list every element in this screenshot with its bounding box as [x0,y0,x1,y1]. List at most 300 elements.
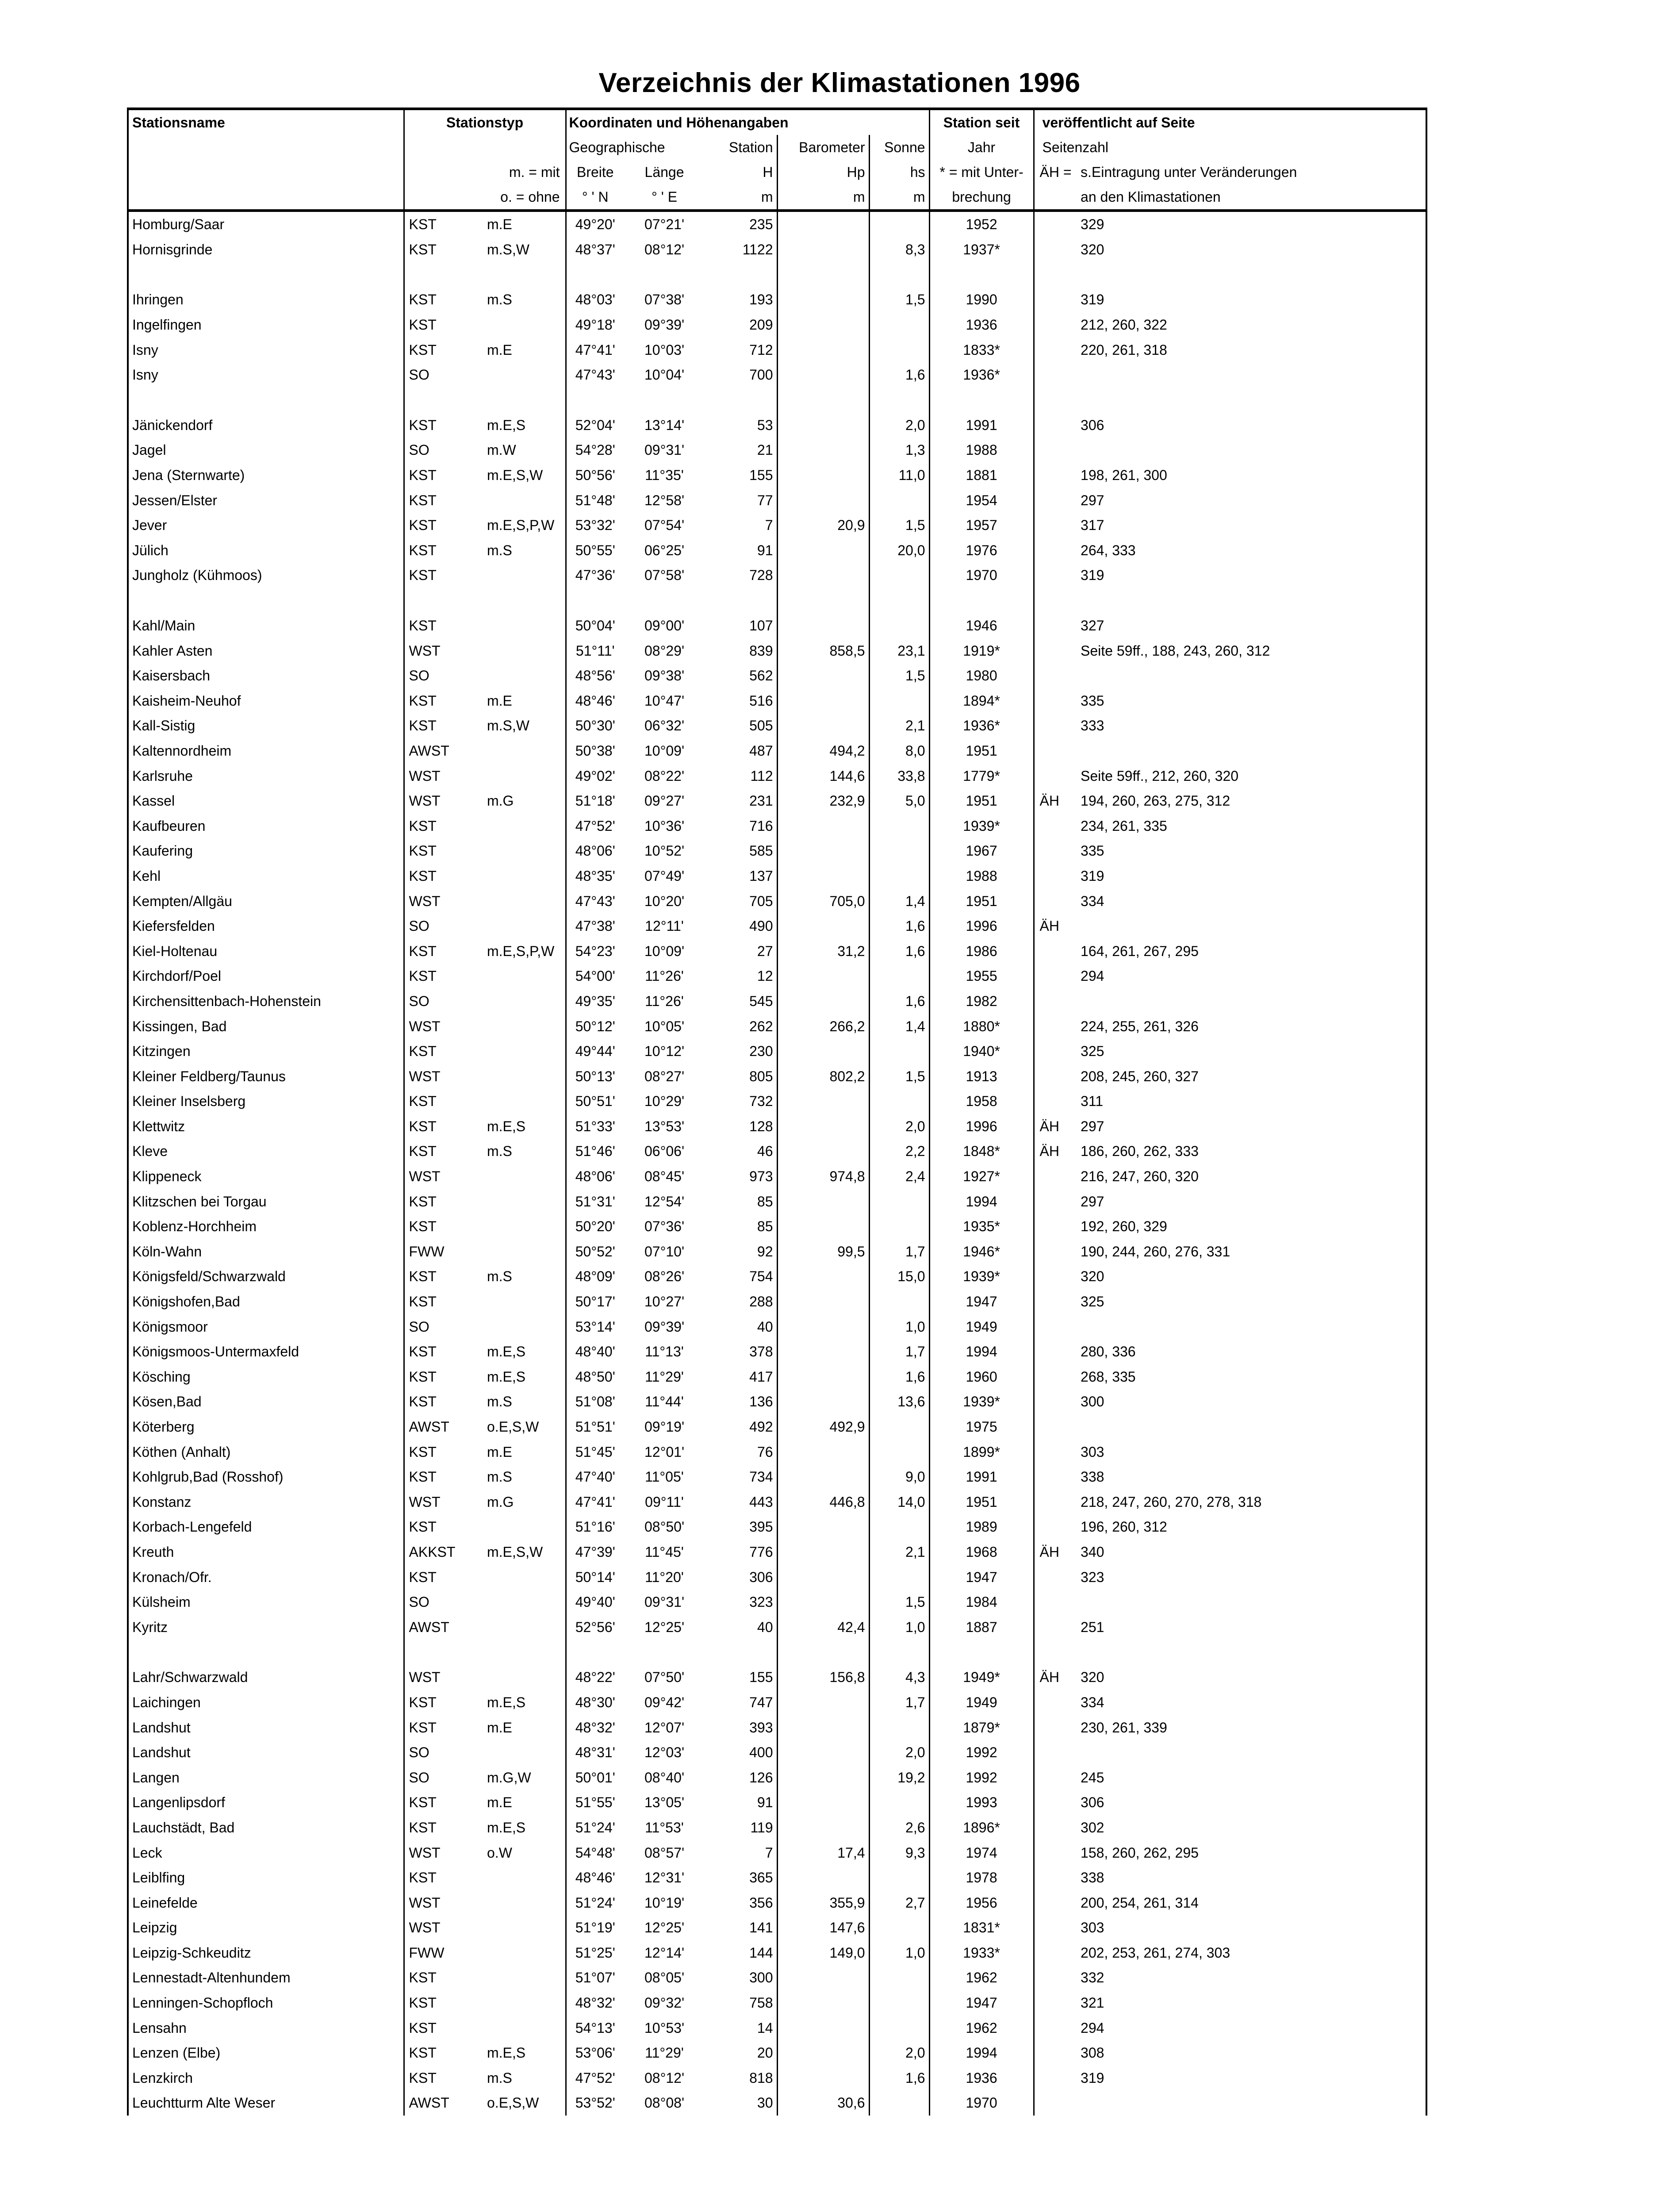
cell-measurement-flags [483,488,566,513]
cell-change-note [1034,813,1073,838]
cell-latitude: 48°32' [575,1995,615,2011]
cell-publication-pages [1073,663,1426,688]
cell-station-height: 40 [705,1314,777,1339]
cell-sun-height [869,964,929,989]
cell-station-name: Kösen,Bad [128,1389,404,1414]
cell-publication-pages: 280, 336 [1073,1339,1426,1364]
cell-publication-pages: 297 [1073,1114,1426,1139]
cell-measurement-flags: m.E [483,688,566,714]
cell-change-note [1034,663,1073,688]
cell-barometer-height [777,1339,869,1364]
table-row [128,1540,1426,1565]
cell-sun-height [869,1640,929,1665]
cell-sun-height: 1,5 [869,1590,929,1615]
cell-longitude: 10°12' [644,1043,685,1060]
cell-longitude: 10°04' [644,367,685,383]
cell-measurement-flags: m.E [483,1439,566,1464]
cell-longitude: 08°50' [644,1519,685,1535]
cell-sun-height [869,1214,929,1239]
cell-measurement-flags [483,1189,566,1214]
cell-station-height: 119 [705,1815,777,1840]
cell-station-height: 758 [705,1990,777,2016]
cell-longitude [624,262,705,287]
cell-longitude: 08°29' [644,642,685,659]
cell-station-type: KST [409,567,437,584]
cell-sun-height: 1,7 [869,1239,929,1264]
cell-station-name: Kempten/Allgäu [128,888,404,914]
cell-sun-height: 1,6 [869,1364,929,1390]
cell-latitude: 47°41' [575,1494,615,1510]
table-row [128,1740,1426,1765]
cell-station-height: 288 [705,1289,777,1314]
cell-latitude: 52°56' [575,1619,615,1635]
cell-barometer-height: 99,5 [777,1239,869,1264]
cell-latitude: 52°04' [575,417,615,433]
cell-latitude: 50°56' [575,467,615,484]
cell-sun-height: 1,7 [869,1690,929,1715]
cell-sun-height [869,211,929,237]
cell-latitude: 51°48' [575,492,615,508]
cell-publication-pages: 194, 260, 263, 275, 312 [1073,788,1426,814]
cell-publication-pages: 218, 247, 260, 270, 278, 318 [1073,1490,1426,1515]
cell-station-name: Jülich [128,538,404,563]
cell-station-name: Klippeneck [128,1164,404,1189]
table-row [128,964,1426,989]
cell-latitude: 50°38' [575,742,615,759]
cell-station-name: Korbach-Lengefeld [128,1514,404,1540]
cell-since-year [929,588,1034,613]
cell-station-name: Lennestadt-Altenhundem [128,1965,404,1990]
cell-measurement-flags [483,763,566,788]
table-row [128,788,1426,814]
table-row [128,312,1426,338]
cell-station-name: Karlsruhe [128,763,404,788]
cell-station-height: 7 [705,513,777,538]
cell-change-note [1034,763,1073,788]
cell-sun-height: 2,4 [869,1164,929,1189]
cell-change-note [1034,738,1073,764]
cell-barometer-height [777,1765,869,1790]
cell-longitude: 13°14' [644,417,685,433]
table-row [128,1114,1426,1139]
cell-sun-height [869,838,929,864]
cell-longitude: 10°20' [644,893,685,909]
cell-station-type: WST [409,893,441,909]
cell-sun-height [869,813,929,838]
cell-latitude: 50°04' [575,618,615,634]
cell-since-year: 1881 [929,463,1034,488]
cell-measurement-flags [483,838,566,864]
header-station: Station [705,135,777,160]
cell-latitude: 50°55' [575,542,615,558]
cell-sun-height: 19,2 [869,1765,929,1790]
cell-barometer-height [777,312,869,338]
cell-measurement-flags: m.G [483,788,566,814]
cell-publication-pages: 216, 247, 260, 320 [1073,1164,1426,1189]
cell-station-name: Köln-Wahn [128,1239,404,1264]
cell-station-name: Kirchdorf/Poel [128,964,404,989]
cell-change-note [1034,438,1073,463]
cell-barometer-height [777,2040,869,2066]
table-row [128,1389,1426,1414]
table-row [128,1614,1426,1640]
cell-longitude: 11°26' [645,968,684,984]
cell-measurement-flags [483,1865,566,1890]
cell-publication-pages: 302 [1073,1815,1426,1840]
cell-change-note [1034,989,1073,1014]
cell-change-note [1034,1815,1073,1840]
cell-station-height: 516 [705,688,777,714]
cell-barometer-height [777,1990,869,2016]
header-unit-m-1: m [705,184,777,211]
cell-sun-height: 23,1 [869,638,929,663]
cell-since-year: 1946 [929,613,1034,638]
cell-station-height: 155 [705,463,777,488]
cell-change-note: ÄH [1039,1118,1059,1134]
cell-publication-pages: 294 [1073,2015,1426,2040]
cell-latitude: 54°23' [575,943,615,959]
cell-publication-pages: 321 [1073,1990,1426,2016]
cell-since-year: 1933* [929,1940,1034,1966]
cell-barometer-height: 232,9 [777,788,869,814]
cell-since-year: 1980 [929,663,1034,688]
cell-publication-pages: Seite 59ff., 188, 243, 260, 312 [1073,638,1426,663]
cell-since-year: 1880* [929,1014,1034,1039]
cell-change-note [1034,1915,1073,1940]
cell-station-type: WST [409,1920,441,1936]
cell-change-note [1034,888,1073,914]
cell-latitude: 48°09' [575,1268,615,1285]
cell-station-height: 235 [705,211,777,237]
cell-change-note [1034,964,1073,989]
cell-sun-height [869,1039,929,1064]
cell-since-year: 1952 [929,211,1034,237]
header-station-seit: Station seit [929,109,1034,135]
cell-measurement-flags [483,1890,566,1915]
cell-since-year: 1954 [929,488,1034,513]
table-row [128,1289,1426,1314]
table-row [128,2040,1426,2066]
cell-since-year: 1956 [929,1890,1034,1915]
cell-since-year: 1992 [929,1740,1034,1765]
spacer-row [128,1640,1426,1665]
cell-station-type: KST [409,1694,437,1710]
cell-change-note [1034,1364,1073,1390]
cell-measurement-flags [483,1614,566,1640]
cell-station-type: KST [409,943,437,959]
cell-change-note [1034,688,1073,714]
cell-change-note [1034,1339,1073,1364]
cell-since-year: 1833* [929,337,1034,362]
cell-since-year: 1894* [929,688,1034,714]
cell-change-note [1034,262,1073,287]
header-stationsname: Stationsname [128,109,404,135]
cell-change-note [1034,2066,1073,2091]
cell-station-type [404,262,483,287]
cell-station-type: WST [409,1068,441,1084]
cell-barometer-height [777,1264,869,1289]
cell-station-type: FWW [409,1944,445,1961]
cell-latitude: 48°35' [575,868,615,884]
cell-station-type: SO [409,1594,429,1610]
cell-sun-height: 1,4 [869,888,929,914]
cell-station-type: KST [409,1444,437,1460]
cell-measurement-flags: m.S [483,1264,566,1289]
cell-since-year: 1935* [929,1214,1034,1239]
cell-publication-pages: 306 [1073,413,1426,438]
cell-station-name: Jever [128,513,404,538]
page-title: Verzeichnis der Klimastationen 1996 [598,68,1081,98]
header-o-ohne: o. = ohne [483,184,566,211]
cell-latitude: 48°03' [575,292,615,308]
cell-publication-pages [1073,989,1426,1014]
cell-change-note [1034,237,1073,262]
cell-measurement-flags [483,1089,566,1114]
cell-sun-height: 1,5 [869,1064,929,1089]
table-row [128,1064,1426,1089]
cell-change-note [1034,362,1073,388]
table-row [128,1865,1426,1890]
cell-sun-height: 2,0 [869,413,929,438]
cell-station-name [128,262,404,287]
cell-station-name: Kleve [128,1139,404,1164]
cell-since-year: 1975 [929,1414,1034,1440]
cell-latitude: 47°43' [575,893,615,909]
table-row [128,2090,1426,2116]
cell-publication-pages: 320 [1073,1665,1426,1690]
cell-change-note [1034,1514,1073,1540]
cell-since-year: 1996 [929,1114,1034,1139]
cell-station-name: Isny [128,362,404,388]
cell-since-year: 1990 [929,287,1034,312]
cell-longitude: 08°26' [644,1268,685,1285]
cell-measurement-flags [483,1740,566,1765]
header-sonne: Sonne [869,135,929,160]
cell-station-height: 209 [705,312,777,338]
cell-station-height: 705 [705,888,777,914]
cell-sun-height [869,1414,929,1440]
table-row [128,638,1426,663]
cell-measurement-flags [483,1915,566,1940]
cell-longitude: 09°00' [644,618,685,634]
cell-measurement-flags [483,388,566,413]
cell-station-height: 107 [705,613,777,638]
cell-station-height: 231 [705,788,777,814]
cell-publication-pages: 158, 260, 262, 295 [1073,1840,1426,1865]
cell-change-note [1034,1314,1073,1339]
cell-station-height: 492 [705,1414,777,1440]
cell-measurement-flags [483,964,566,989]
cell-latitude: 47°36' [575,567,615,584]
cell-longitude: 12°14' [644,1944,685,1961]
cell-since-year: 1958 [929,1089,1034,1114]
cell-publication-pages [1073,1414,1426,1440]
cell-barometer-height: 266,2 [777,1014,869,1039]
cell-station-name: Kaltennordheim [128,738,404,764]
cell-measurement-flags [483,989,566,1014]
header-stationstyp: Stationstyp [404,109,566,135]
cell-latitude: 48°56' [575,668,615,684]
cell-change-note [1034,1790,1073,1815]
cell-longitude: 07°49' [644,868,685,884]
cell-sun-height: 1,0 [869,1614,929,1640]
table-row [128,1965,1426,1990]
cell-longitude: 08°22' [644,768,685,784]
cell-change-note [1034,211,1073,237]
cell-station-height: 76 [705,1439,777,1464]
table-row [128,1840,1426,1865]
cell-station-type: KST [409,1118,437,1134]
cell-station-name: Kaufbeuren [128,813,404,838]
cell-station-type [404,388,483,413]
cell-station-name: Leiblfing [128,1865,404,1890]
header-row-2 [128,135,1426,160]
station-table [127,108,1427,2116]
cell-longitude: 11°13' [645,1344,684,1360]
cell-measurement-flags [483,1214,566,1239]
table-row [128,688,1426,714]
table-row [128,237,1426,262]
cell-change-note [1034,337,1073,362]
cell-sun-height [869,1514,929,1540]
cell-station-height: 1122 [705,237,777,262]
cell-latitude [566,588,624,613]
table-row [128,1564,1426,1590]
cell-station-name: Klettwitz [128,1114,404,1139]
cell-station-type: KST [409,692,437,709]
cell-measurement-flags: m.S [483,1139,566,1164]
cell-barometer-height [777,211,869,237]
cell-change-note [1034,1740,1073,1765]
cell-since-year: 1988 [929,438,1034,463]
cell-latitude: 48°32' [575,1719,615,1736]
table-row [128,864,1426,889]
cell-longitude: 10°09' [644,943,685,959]
cell-measurement-flags [483,312,566,338]
cell-station-name: Leinefelde [128,1890,404,1915]
cell-station-height: 417 [705,1364,777,1390]
cell-sun-height: 2,1 [869,1540,929,1565]
cell-longitude: 10°52' [644,843,685,859]
table-row [128,463,1426,488]
cell-station-type: KST [409,968,437,984]
cell-station-name: Köthen (Anhalt) [128,1439,404,1464]
cell-station-height: 155 [705,1665,777,1690]
cell-station-height: 85 [705,1214,777,1239]
cell-longitude: 09°11' [645,1494,684,1510]
cell-latitude: 48°06' [575,1168,615,1185]
cell-measurement-flags [483,1514,566,1540]
cell-publication-pages: 220, 261, 318 [1073,337,1426,362]
cell-latitude: 51°18' [575,793,615,809]
cell-barometer-height [777,413,869,438]
cell-station-height: 776 [705,1540,777,1565]
cell-barometer-height: 494,2 [777,738,869,764]
cell-latitude: 48°40' [575,1344,615,1360]
cell-station-height: 91 [705,1790,777,1815]
table-row [128,713,1426,738]
cell-station-height: 545 [705,989,777,1014]
cell-measurement-flags: m.S,W [483,237,566,262]
cell-station-name: Kleiner Feldberg/Taunus [128,1064,404,1089]
cell-station-name: Kiefersfelden [128,914,404,939]
cell-sun-height [869,613,929,638]
header-seitenzahl: Seitenzahl [1034,135,1426,160]
cell-latitude: 47°38' [575,918,615,934]
cell-change-note [1034,1439,1073,1464]
cell-sun-height: 2,0 [869,1114,929,1139]
cell-measurement-flags [483,563,566,588]
cell-change-note [1034,287,1073,312]
cell-barometer-height [777,538,869,563]
cell-publication-pages: 333 [1073,713,1426,738]
table-row [128,1439,1426,1464]
cell-change-note [1034,638,1073,663]
cell-station-type: WST [409,768,441,784]
cell-latitude: 54°13' [575,2020,615,2036]
header-unit-m-2: m [777,184,869,211]
cell-sun-height: 1,7 [869,1339,929,1364]
cell-station-height: 91 [705,538,777,563]
header-an-den: an den Klimastationen [1073,184,1426,211]
cell-sun-height: 1,3 [869,438,929,463]
cell-change-note [1034,713,1073,738]
cell-station-type [404,588,483,613]
cell-change-note [1034,1490,1073,1515]
table-row [128,1039,1426,1064]
cell-latitude: 50°52' [575,1243,615,1260]
cell-publication-pages: 251 [1073,1614,1426,1640]
cell-station-height: 712 [705,337,777,362]
cell-publication-pages: 196, 260, 312 [1073,1514,1426,1540]
cell-sun-height: 1,0 [869,1314,929,1339]
cell-station-height: 21 [705,438,777,463]
cell-station-height: 20 [705,2040,777,2066]
cell-sun-height: 1,4 [869,1014,929,1039]
cell-publication-pages: 311 [1073,1089,1426,1114]
cell-longitude: 07°50' [644,1669,685,1686]
cell-since-year: 1913 [929,1064,1034,1089]
cell-station-height: 128 [705,1114,777,1139]
cell-since-year: 1992 [929,1765,1034,1790]
cell-since-year: 1962 [929,1965,1034,1990]
cell-longitude: 11°35' [645,467,684,484]
cell-latitude: 49°02' [575,768,615,784]
table-row [128,1139,1426,1164]
table-row [128,2015,1426,2040]
cell-change-note [1034,1189,1073,1214]
cell-since-year: 1949 [929,1690,1034,1715]
spacer-row [128,262,1426,287]
cell-sun-height [869,1289,929,1314]
cell-station-name: Kassel [128,788,404,814]
cell-sun-height [869,1089,929,1114]
cell-sun-height: 9,0 [869,1464,929,1490]
cell-measurement-flags [483,1039,566,1064]
cell-station-name: Lauchstädt, Bad [128,1815,404,1840]
cell-sun-height: 1,6 [869,938,929,964]
cell-sun-height [869,688,929,714]
cell-measurement-flags [483,1314,566,1339]
table-row [128,1915,1426,1940]
cell-station-height: 230 [705,1039,777,1064]
cell-sun-height: 1,6 [869,2066,929,2091]
cell-longitude: 08°45' [644,1168,685,1185]
cell-change-note [1034,1164,1073,1189]
cell-latitude: 51°11' [575,642,615,659]
cell-publication-pages: Seite 59ff., 212, 260, 320 [1073,763,1426,788]
cell-latitude: 49°40' [575,1594,615,1610]
